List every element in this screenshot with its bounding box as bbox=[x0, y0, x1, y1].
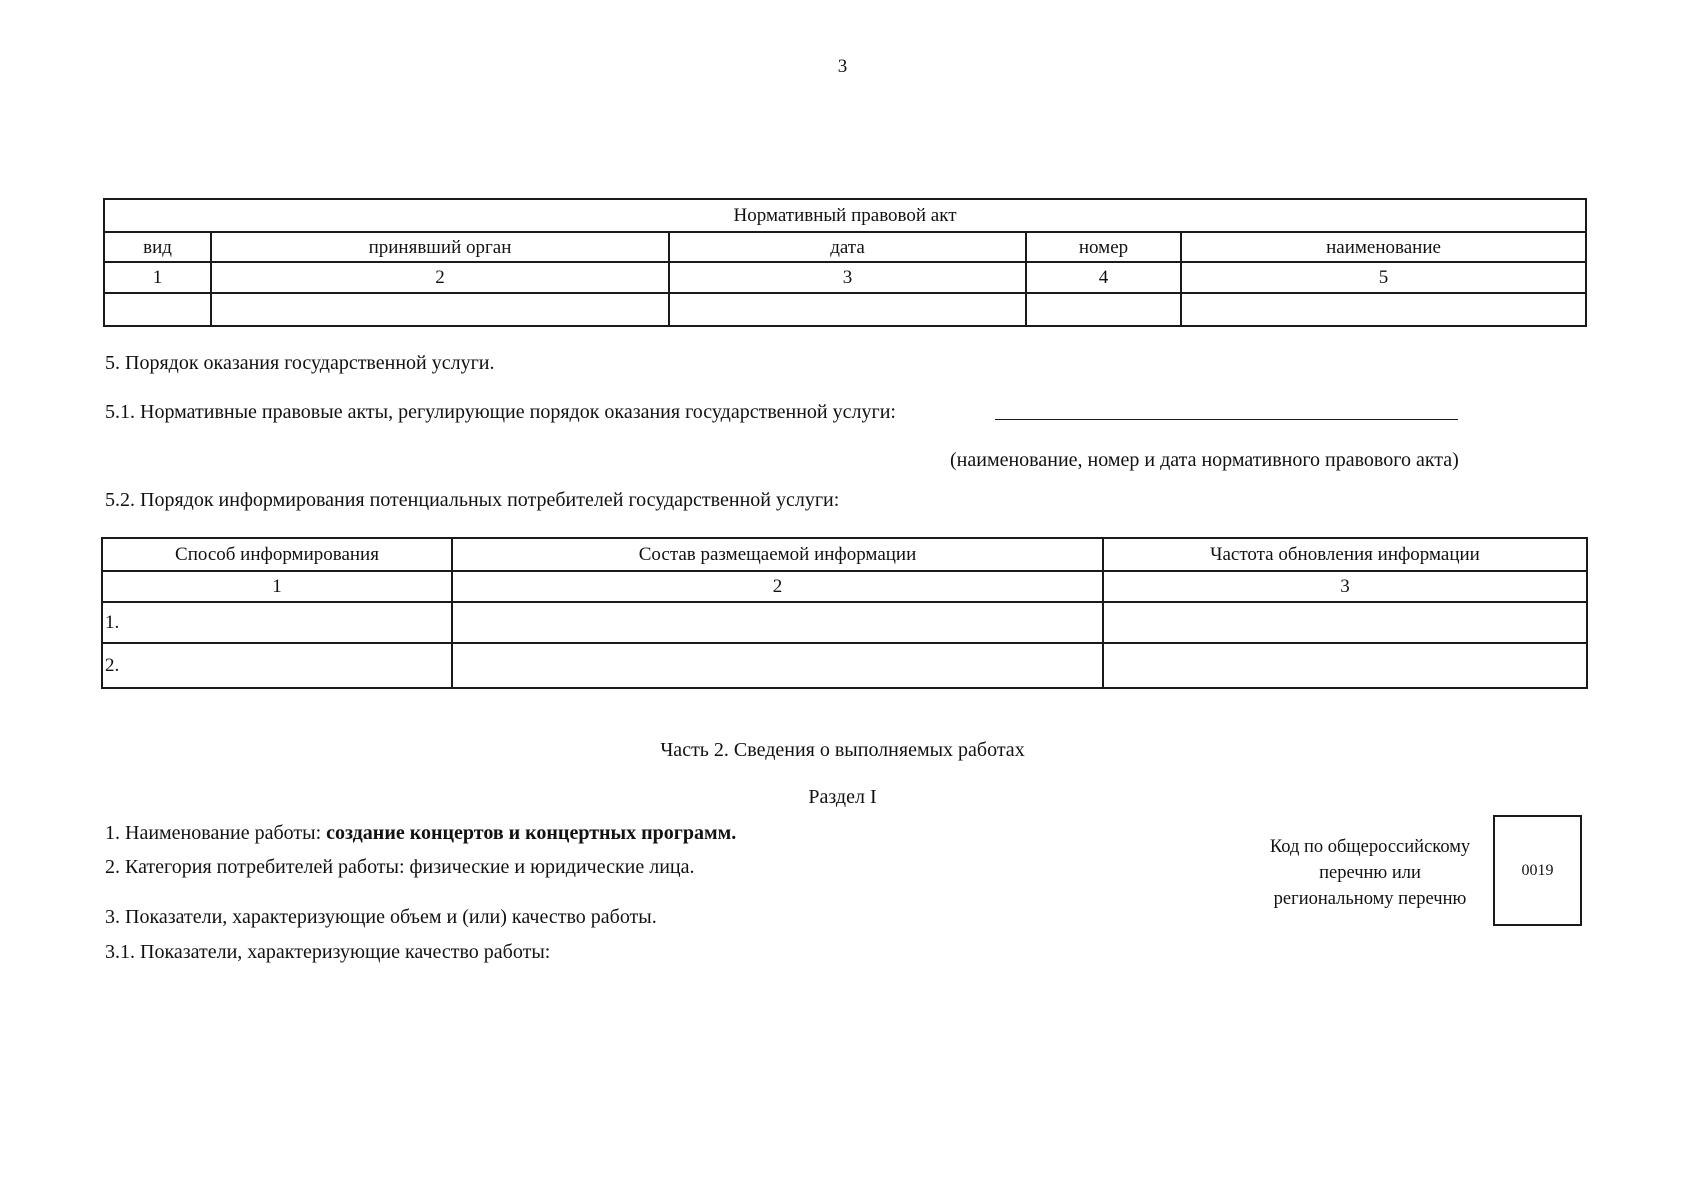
registry-code-label-line: перечню или bbox=[1319, 863, 1421, 883]
registry-code-label-line: Код по общероссийскому bbox=[1269, 837, 1471, 857]
act-header-number: номер bbox=[1026, 232, 1181, 262]
inform-col-number: 2 bbox=[452, 571, 1103, 602]
act-header-authority: принявший орган bbox=[211, 232, 669, 262]
inform-header-method: Способ информирования bbox=[102, 538, 452, 571]
normative-act-table bbox=[103, 198, 1587, 327]
act-header-name: наименование bbox=[1181, 232, 1586, 262]
inform-col-number: 1 bbox=[102, 571, 452, 602]
act-table-title: Нормативный правовой акт bbox=[104, 199, 1586, 232]
act-cell bbox=[104, 293, 211, 326]
part2-title: Часть 2. Сведения о выполняемых работах bbox=[660, 739, 1025, 761]
section51-text: 5.1. Нормативные правовые акты, регулирующие порядок оказания государственной услуги: bbox=[105, 401, 896, 423]
act-cell bbox=[1181, 293, 1586, 326]
fill-in-blank-line bbox=[995, 419, 1458, 420]
act-cell bbox=[211, 293, 669, 326]
registry-code-box: 0019 bbox=[1493, 815, 1582, 926]
inform-row-label: 1. bbox=[102, 602, 452, 643]
act-col-number: 2 bbox=[211, 262, 669, 293]
act-col-number: 1 bbox=[104, 262, 211, 293]
section-title: Раздел I bbox=[808, 786, 877, 808]
act-header-date: дата bbox=[669, 232, 1026, 262]
consumer-category: 2. Категория потребителей работы: физические и юридические лица. bbox=[105, 856, 695, 878]
inform-cell bbox=[1103, 602, 1587, 643]
act-col-number: 4 bbox=[1026, 262, 1181, 293]
inform-header-content: Состав размещаемой информации bbox=[452, 538, 1103, 571]
inform-cell bbox=[1103, 643, 1587, 688]
indicators-heading: 3. Показатели, характеризующие объем и (или) качество работы. bbox=[105, 906, 657, 928]
informing-table bbox=[101, 537, 1588, 689]
work-name-line bbox=[105, 822, 736, 845]
work-name-value: создание концертов и концертных программ. bbox=[326, 822, 737, 844]
inform-col-number: 3 bbox=[1103, 571, 1587, 602]
act-cell bbox=[669, 293, 1026, 326]
registry-code-label bbox=[1255, 834, 1485, 912]
inform-header-frequency: Частота обновления информации bbox=[1103, 538, 1587, 571]
act-col-number: 5 bbox=[1181, 262, 1586, 293]
act-col-number: 3 bbox=[669, 262, 1026, 293]
quality-indicators-heading: 3.1. Показатели, характеризующие качество работы: bbox=[105, 941, 551, 963]
section5-heading: 5. Порядок оказания государственной услуги. bbox=[105, 352, 495, 374]
inform-row-label: 2. bbox=[102, 643, 452, 688]
section51-caption: (наименование, номер и дата нормативного правового акта) bbox=[950, 449, 1459, 471]
act-header-type: вид bbox=[104, 232, 211, 262]
section52-text: 5.2. Порядок информирования потенциальных потребителей государственной услуги: bbox=[105, 489, 840, 511]
act-cell bbox=[1026, 293, 1181, 326]
inform-cell bbox=[452, 643, 1103, 688]
inform-cell bbox=[452, 602, 1103, 643]
page-number: 3 bbox=[837, 56, 848, 77]
work-name-label: 1. Наименование работы: bbox=[105, 822, 327, 844]
registry-code-label-line: региональному перечню bbox=[1273, 889, 1467, 909]
